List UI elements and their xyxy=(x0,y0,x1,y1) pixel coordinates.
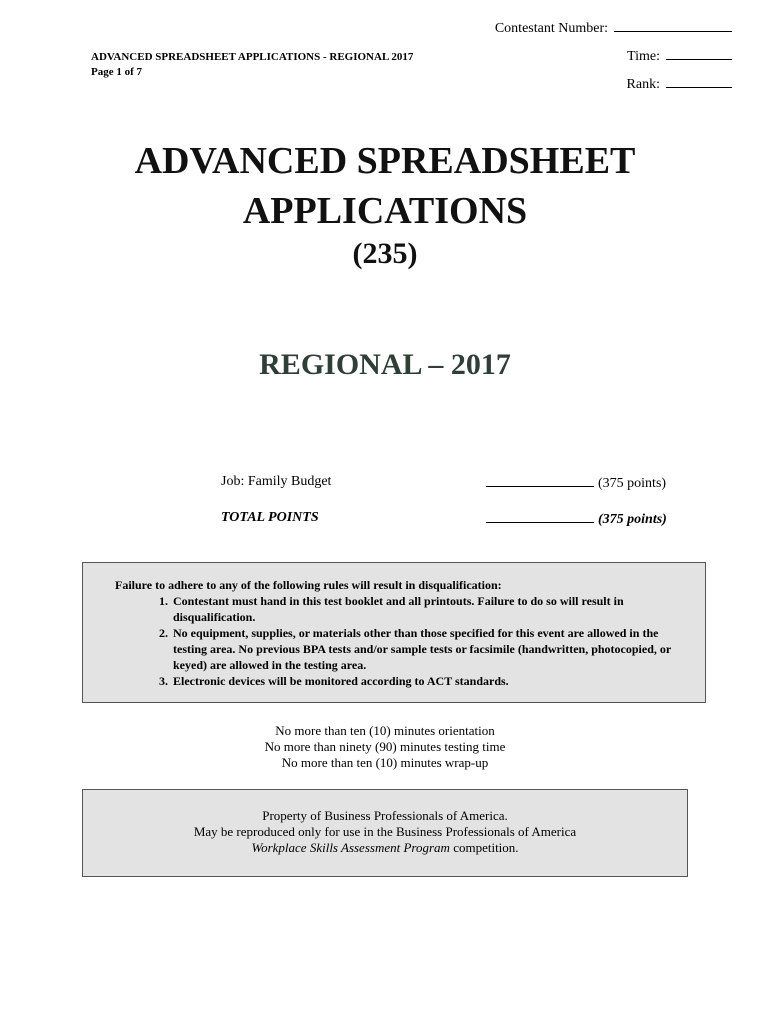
rules-intro: Failure to adhere to any of the following rules will result in disqualification: xyxy=(115,578,502,592)
rule-item: 3. Electronic devices will be monitored according to ACT standards. xyxy=(171,673,695,689)
total-points-value: (375 points) xyxy=(598,512,667,527)
job-label: Job: Family Budget xyxy=(221,474,332,489)
rank-field xyxy=(627,77,732,93)
time-field xyxy=(627,49,732,65)
property-line-1: Property of Business Professionals of America. xyxy=(262,808,508,823)
total-points-label: TOTAL POINTS xyxy=(221,510,319,525)
document-title xyxy=(0,136,770,236)
rules-box xyxy=(82,562,706,703)
event-code: (235) xyxy=(352,237,418,270)
contestant-number-label: Contestant Number: xyxy=(494,21,608,36)
rank-label: Rank: xyxy=(626,77,660,92)
time-label: Time: xyxy=(627,49,660,64)
rules-list xyxy=(115,593,695,689)
total-points xyxy=(486,510,667,528)
property-notice xyxy=(82,789,688,877)
contestant-number-field xyxy=(495,21,732,37)
rank-blank xyxy=(666,86,732,88)
title-line-1: ADVANCED SPREADSHEET xyxy=(134,140,636,182)
program-name: Workplace Skills Assessment Program xyxy=(251,840,450,855)
rule-item: 1. Contestant must hand in this test booklet and all printouts. Failure to do so will result in disqualification. xyxy=(171,593,695,625)
job-score-blank xyxy=(486,474,594,487)
job-points xyxy=(486,474,666,492)
property-line-2: May be reproduced only for use in the Business Professionals of America xyxy=(193,824,577,839)
property-line-3 xyxy=(83,840,687,856)
time-limits xyxy=(0,723,770,771)
event-line: ADVANCED SPREADSHEET APPLICATIONS - REGIONAL 2017 xyxy=(91,51,414,63)
document-header xyxy=(91,50,413,80)
title-line-2: APPLICATIONS xyxy=(242,190,528,232)
time-blank xyxy=(666,58,732,60)
total-score-blank xyxy=(486,510,594,523)
wrapup-time: No more than ten (10) minutes wrap-up xyxy=(281,755,489,770)
job-points-value: (375 points) xyxy=(598,476,667,491)
testing-time: No more than ninety (90) minutes testing time xyxy=(264,739,506,754)
rule-item: 2. No equipment, supplies, or materials other than those specified for this event are allowed in the testing area. No previous BPA tests and/or sample tests or facsimile (handwritten, photocopied, or keyed) are allowed in the testing area. xyxy=(171,625,695,673)
orientation-time: No more than ten (10) minutes orientation xyxy=(275,723,495,738)
contestant-number-blank xyxy=(614,30,732,32)
regional-heading: REGIONAL – 2017 xyxy=(259,348,511,381)
page-indicator: Page 1 of 7 xyxy=(91,66,143,78)
property-line-3-rest: competition. xyxy=(449,840,519,855)
